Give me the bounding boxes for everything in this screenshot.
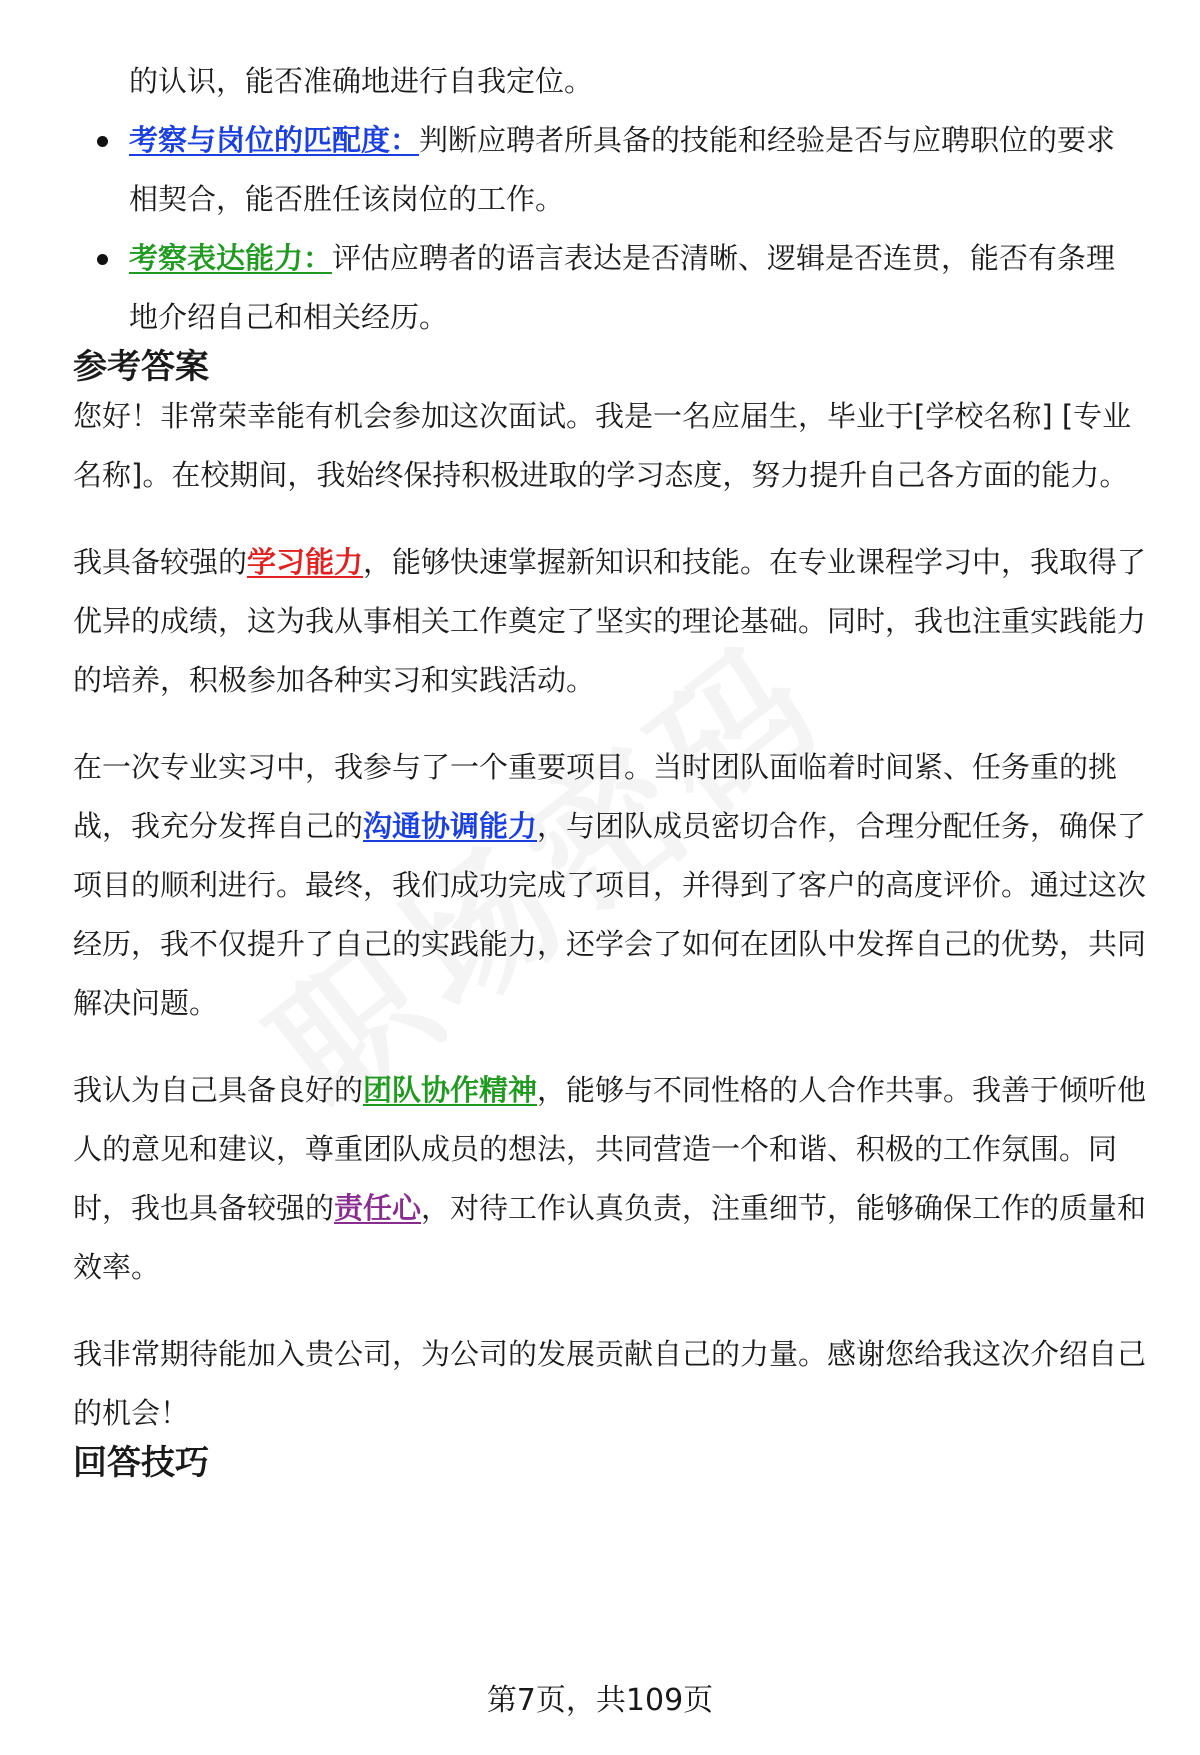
list-item [73,229,1153,347]
paragraph-text: ，与团队成员密切合作，合理分配任务，确保了项目的顺利进行。最终，我们成功完成了项目，并得到了客户的高度评价。通过这次经历，我不仅提升了自己的实践能力，还学会了如何在团队中发挥自己的优势，共同解决问题。 [73,809,1147,1020]
paragraph-text: 在一次专业实习中，我参与了一个重要项目。当时团队面临着时间紧、任务重的挑战，我充分发挥自己的 [73,750,1118,843]
answer-paragraph-4 [73,1061,1153,1297]
section-title-answer-tips: 回答技巧 [73,1443,209,1483]
list-item-text-cont: 相契合，能否胜任该岗位的工作。 [129,182,565,216]
list-item-text-cont: 地介绍自己和相关经历。 [129,300,449,334]
bullet-dot-icon [97,254,108,265]
keyword-expression-ability: 考察表达能力： [129,241,333,275]
keyword-match-degree: 考察与岗位的匹配度： [129,123,420,157]
bullet-dot-icon [97,136,108,147]
list-item-text: 判断应聘者所具备的技能和经验是否与应聘职位的要求 [419,123,1116,157]
paragraph-text: ，能够与不同性格的人合作共事。我善于倾听他人的意见和建议，尊重团队成员的想法，共同营造一个和谐、积极的工作氛围。同时，我也具备较强的 [73,1073,1147,1225]
keyword-teamwork-spirit: 团队协作精神 [363,1073,538,1107]
intro-tail-text: 的认识，能否准确地进行自我定位。 [129,64,594,98]
criteria-list [73,111,1153,347]
list-item [73,111,1153,229]
keyword-communication-ability: 沟通协调能力 [363,809,538,843]
answer-paragraph-2 [73,533,1153,710]
page-number-footer: 第7页，共109页 [486,1683,714,1718]
section-title-reference-answer: 参考答案 [73,347,209,387]
paragraph-text: 我具备较强的 [73,545,248,579]
document-body [73,52,1153,1483]
answer-paragraph-3 [73,738,1153,1033]
paragraph-text: ，能够快速掌握新知识和技能。在专业课程学习中，我取得了优异的成绩，这为我从事相关工作奠定了坚实的理论基础。同时，我也注重实践能力的培养，积极参加各种实习和实践活动。 [73,545,1147,697]
keyword-learning-ability: 学习能力 [247,545,364,579]
answer-paragraph-5: 我非常期待能加入贵公司，为公司的发展贡献自己的力量。感谢您给我这次介绍自己的机会！ [73,1337,1147,1430]
paragraph-text: ，对待工作认真负责，注重细节，能够确保工作的质量和效率。 [73,1191,1147,1284]
list-item-text: 评估应聘者的语言表达是否清晰、逻辑是否连贯，能否有条理 [332,241,1116,275]
keyword-responsibility: 责任心 [334,1191,422,1225]
paragraph-text: 我认为自己具备良好的 [73,1073,364,1107]
answer-paragraph-1: 您好！非常荣幸能有机会参加这次面试。我是一名应届生，毕业于[学校名称] [专业名称]。在校期间，我始终保持积极进取的学习态度，努力提升自己各方面的能力。 [73,399,1132,492]
